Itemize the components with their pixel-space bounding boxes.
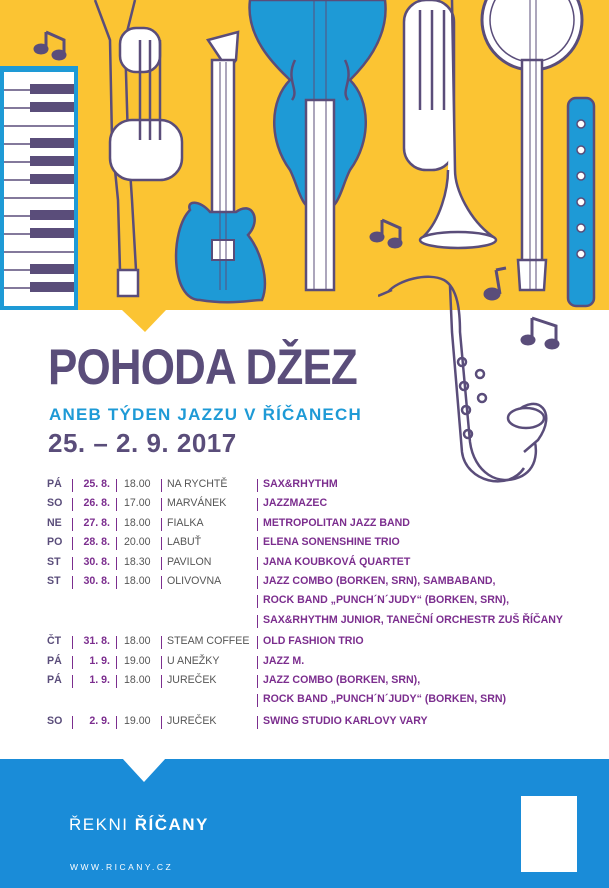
column-divider: [72, 716, 73, 729]
schedule-band: METROPOLITAN JAZZ BAND: [263, 516, 410, 529]
column-divider: [161, 557, 162, 570]
schedule-date: 27. 8.: [83, 516, 110, 529]
column-divider: [72, 576, 73, 589]
column-divider: [72, 675, 73, 688]
column-divider: [257, 498, 258, 511]
brand-logo[interactable]: [69, 815, 209, 835]
column-divider: [257, 518, 258, 531]
schedule-time: 19.00: [124, 714, 151, 727]
schedule-band: JANA KOUBKOVÁ QUARTET: [263, 555, 411, 568]
schedule-band: OLD FASHION TRIO: [263, 635, 364, 648]
schedule-band: SAX&RHYTHM: [263, 478, 338, 490]
column-divider: [72, 537, 73, 550]
column-divider: [72, 636, 73, 649]
schedule-time: 17.00: [124, 497, 151, 510]
schedule-band: ROCK BAND „PUNCH´N´JUDY“ (BORKEN, SRN): [263, 693, 507, 706]
schedule-venue: OLIVOVNA: [167, 574, 222, 587]
schedule-row: [44, 476, 604, 495]
column-divider: [161, 675, 162, 688]
brand-bold: ŘÍČANY: [134, 815, 209, 834]
schedule-row: [44, 573, 604, 592]
column-divider: [257, 479, 258, 492]
column-divider: [257, 675, 258, 688]
schedule-day: PÁ: [47, 654, 62, 667]
schedule-day: ST: [47, 555, 61, 568]
column-divider: [116, 675, 117, 688]
column-divider: [257, 636, 258, 649]
column-divider: [161, 537, 162, 550]
schedule-date: 30. 8.: [83, 555, 110, 568]
column-divider: [72, 518, 73, 531]
schedule-row: [44, 495, 604, 514]
column-divider: [257, 576, 258, 589]
column-divider: [257, 557, 258, 570]
schedule-venue: JUREČEK: [167, 673, 217, 686]
piano-keyboard-icon: [0, 66, 78, 310]
column-divider: [257, 694, 258, 707]
flute-icon: [568, 98, 594, 306]
schedule-day: PÁ: [47, 673, 62, 686]
qr-code-placeholder: [521, 796, 577, 872]
schedule-band: JAZZMAZEC: [263, 497, 328, 510]
column-divider: [161, 576, 162, 589]
schedule-row: [44, 653, 604, 672]
schedule-venue: FIALKA: [167, 516, 204, 529]
schedule-row: [44, 534, 604, 553]
schedule-day: SO: [47, 714, 63, 727]
column-divider: [161, 656, 162, 669]
column-divider: [116, 537, 117, 550]
column-divider: [116, 498, 117, 511]
schedule-day: ST: [47, 574, 61, 587]
footer-notch: [122, 758, 166, 784]
column-divider: [257, 716, 258, 729]
column-divider: [116, 479, 117, 492]
column-divider: [116, 656, 117, 669]
schedule-band: SAX&RHYTHM JUNIOR, TANEČNÍ ORCHESTR ZUŠ ŘÍČANY: [263, 613, 563, 626]
event-dates: 25. – 2. 9. 2017: [48, 428, 237, 458]
schedule-row: [44, 515, 604, 534]
column-divider: [161, 636, 162, 649]
schedule-date: 28. 8.: [83, 536, 110, 549]
schedule-time: 18.00: [124, 673, 151, 686]
website-link[interactable]: WWW.RICANY.CZ: [70, 862, 174, 872]
schedule-band: JAZZ M.: [263, 654, 305, 667]
column-divider: [161, 479, 162, 492]
column-divider: [116, 557, 117, 570]
column-divider: [257, 656, 258, 669]
music-note-icon: [520, 312, 565, 352]
schedule-venue: LABUŤ: [167, 536, 202, 549]
column-divider: [161, 518, 162, 531]
schedule-row: [44, 633, 604, 652]
column-divider: [161, 716, 162, 729]
column-divider: [72, 479, 73, 492]
schedule-row: [44, 713, 604, 732]
schedule-band: JAZZ COMBO (BORKEN, SRN), SAMBABAND,: [263, 574, 496, 587]
schedule-date: 1. 9.: [89, 673, 110, 686]
saxophone-icon: [378, 262, 548, 512]
column-divider: [116, 576, 117, 589]
schedule-date: 31. 8.: [83, 635, 110, 648]
schedule-time: 19.00: [124, 654, 151, 667]
column-divider: [116, 716, 117, 729]
schedule-table: [44, 476, 604, 732]
column-divider: [116, 518, 117, 531]
schedule-time: 20.00: [124, 536, 151, 549]
schedule-row: [44, 612, 604, 631]
schedule-venue: NA RYCHTĚ: [167, 478, 228, 490]
schedule-band: ROCK BAND „PUNCH´N´JUDY“ (BORKEN, SRN),: [263, 594, 510, 607]
schedule-date: 26. 8.: [83, 497, 110, 510]
schedule-day: ČT: [47, 635, 62, 648]
schedule-day: PÁ: [47, 478, 62, 490]
schedule-row: [44, 554, 604, 573]
schedule-day: PO: [47, 536, 63, 549]
schedule-row: [44, 691, 604, 710]
schedule-venue: STEAM COFFEE: [167, 635, 250, 648]
column-divider: [257, 615, 258, 628]
schedule-row: [44, 672, 604, 691]
event-subtitle: ANEB TÝDEN JAZZU V ŘÍČANECH: [49, 405, 362, 424]
schedule-date: 2. 9.: [89, 714, 110, 727]
schedule-date: 1. 9.: [89, 654, 110, 667]
column-divider: [257, 537, 258, 550]
schedule-venue: MARVÁNEK: [167, 497, 227, 510]
brand-light: ŘEKNI: [69, 815, 135, 834]
schedule-band: SWING STUDIO KARLOVY VARY: [263, 714, 428, 727]
column-divider: [161, 498, 162, 511]
event-title: POHODA DŽEZ: [48, 339, 357, 395]
schedule-time: 18.00: [124, 635, 151, 648]
schedule-band: ELENA SONENSHINE TRIO: [263, 536, 400, 549]
schedule-venue: U ANEŽKY: [167, 654, 220, 667]
column-divider: [116, 636, 117, 649]
schedule-day: SO: [47, 497, 63, 510]
column-divider: [257, 595, 258, 608]
schedule-time: 18.30: [124, 555, 151, 568]
schedule-band: JAZZ COMBO (BORKEN, SRN),: [263, 673, 421, 686]
schedule-row: [44, 592, 604, 611]
column-divider: [72, 557, 73, 570]
schedule-date: 30. 8.: [83, 574, 110, 587]
schedule-day: NE: [47, 516, 62, 529]
schedule-time: 18.00: [124, 574, 151, 587]
schedule-date: 25. 8.: [83, 478, 110, 490]
schedule-venue: PAVILON: [167, 555, 212, 568]
schedule-venue: JUREČEK: [167, 714, 217, 727]
schedule-time: 18.00: [124, 478, 151, 490]
schedule-time: 18.00: [124, 516, 151, 529]
column-divider: [72, 656, 73, 669]
column-divider: [72, 498, 73, 511]
